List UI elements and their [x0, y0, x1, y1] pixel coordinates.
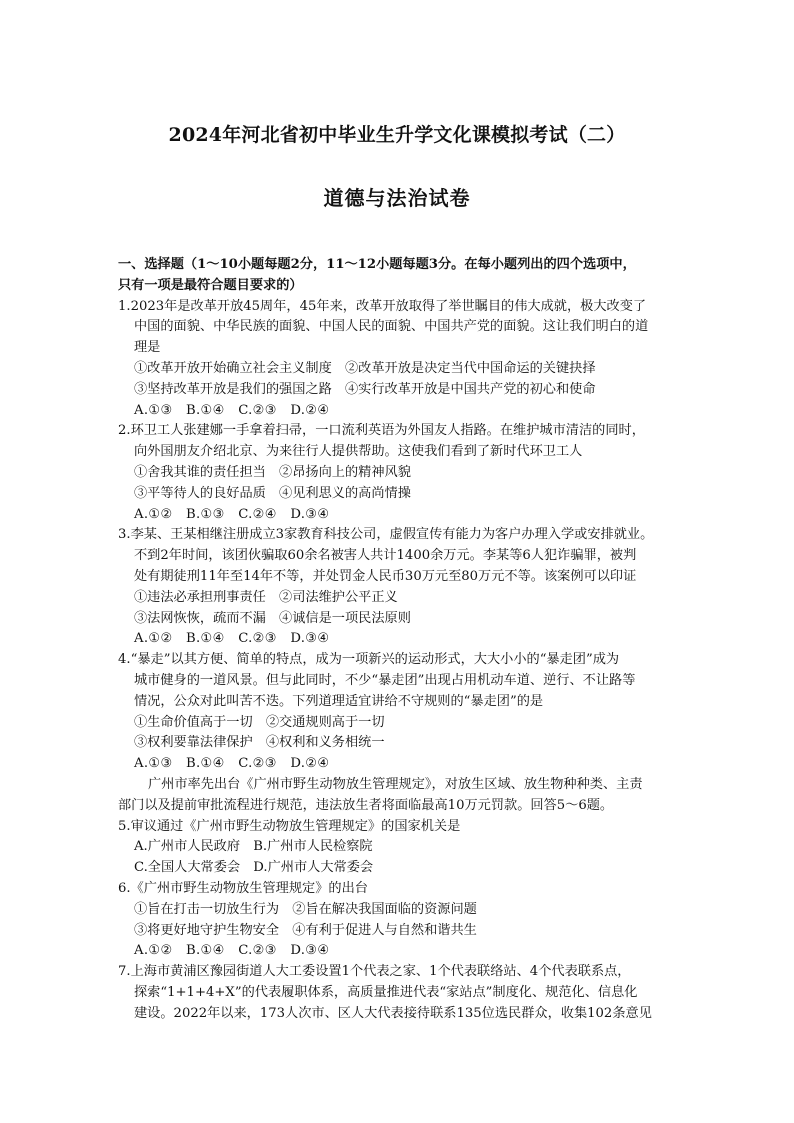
question-7-stem-cont: 探索“1+1+4+X”的代表履职体系，高质量推进代表“家站点”制度化、规范化、信息化: [134, 984, 638, 1000]
question-5-stem: 5.审议通过《广州市野生动物放生管理规定》的国家机关是: [118, 818, 461, 834]
question-1-options: ③坚持改革开放是我们的强国之路 ④实行改革开放是中国共产党的初心和使命: [134, 381, 596, 397]
question-2-choices: A.①② B.①③ C.②④ D.③④: [134, 506, 330, 522]
question-2-options: ①舍我其谁的责任担当 ②昂扬向上的精神风貌: [134, 464, 411, 480]
question-6-choices: A.①② B.①④ C.②③ D.③④: [134, 943, 330, 959]
exam-title: 2024年河北省初中毕业生升学文化课模拟考试（二）: [168, 124, 626, 146]
question-4-choices: A.①③ B.①④ C.②③ D.②④: [134, 756, 330, 772]
question-3-options: ①违法必承担刑事责任 ②司法维护公平正义: [134, 589, 398, 605]
question-6-options: ①旨在打击一切放生行为 ②旨在解决我国面临的资源问题: [134, 901, 477, 917]
section-heading-cont: 只有一项是最符合题目要求的）: [118, 277, 303, 293]
question-7-stem: 7.上海市黄浦区豫园街道人大工委设置1个代表之家、1个代表联络站、4个代表联系点，: [118, 964, 631, 980]
question-1-stem: 1.2023年是改革开放45周年，45年来，改革开放取得了举世瞩目的伟大成就，极大改变了: [118, 298, 647, 314]
question-1-stem-cont: 理是: [134, 340, 161, 356]
question-3-options: ③法网恢恢，疏而不漏 ④诚信是一项民法原则: [134, 610, 411, 626]
question-5-choices: A.广州市人民政府 B.广州市人民检察院: [134, 839, 373, 855]
question-6-options: ③将更好地守护生物安全 ④有利于促进人与自然和谐共生: [134, 922, 477, 938]
question-7-stem-cont: 建设。2022年以来，173人次市、区人大代表接待联系135位选民群众，收集102条意见: [134, 1005, 652, 1021]
question-2-stem-cont: 向外国朋友介绍北京、为来往行人提供帮助。这使我们看到了新时代环卫工人: [134, 444, 583, 460]
question-4-stem-cont: 城市健身的一道风景。但与此同时，不少“暴走团”出现占用机动车道、逆行、不让路等: [134, 672, 636, 688]
question-1-stem-cont: 中国的面貌、中华民族的面貌、中国人民的面貌、中国共产党的面貌。这让我们明白的道: [134, 319, 649, 335]
exam-subtitle: 道德与法治试卷: [323, 186, 471, 210]
question-4-stem-cont: 情况，公众对此叫苦不迭。下列道理适宜讲给不守规则的“暴走团”的是: [134, 693, 544, 709]
question-1-choices: A.①③ B.①④ C.②③ D.②④: [134, 402, 330, 418]
question-2-options: ③平等待人的良好品质 ④见利思义的高尚情操: [134, 485, 411, 501]
question-3-stem: 3.李某、王某相继注册成立3家教育科技公司，虚假宣传有能力为客户办理入学或安排就业。: [118, 527, 654, 543]
section-heading: 一、选择题（1～10小题每题2分，11～12小题每题3分。在每小题列出的四个选项中，: [118, 257, 636, 272]
question-2-stem: 2.环卫工人张建娜一手拿着扫帚，一口流利英语为外国友人指路。在维护城市清洁的同时，: [118, 423, 645, 439]
exam-body: [118, 255, 688, 1024]
question-3-stem-cont: 处有期徒刑11年至14年不等，并处罚金人民币30万元至80万元不等。该案例可以印证: [134, 568, 637, 584]
question-1-options: ①改革开放开始确立社会主义制度 ②改革开放是决定当代中国命运的关键抉择: [134, 360, 596, 376]
question-3-stem-cont: 不到2年时间，该团伙骗取60余名被害人共计1400余万元。李某等6人犯诈骗罪，被判: [134, 548, 637, 564]
material-paragraph-cont: 部门以及提前审批流程进行规范，违法放生者将面临最高10万元罚款。回答5～6题。: [118, 797, 614, 813]
question-6-stem: 6.《广州市野生动物放生管理规定》的出台: [118, 880, 368, 896]
question-5-choices: C.全国人大常委会 D.广州市人大常委会: [134, 860, 374, 876]
material-paragraph: 广州市率先出台《广州市野生动物放生管理规定》，对放生区域、放生物种种类、主责: [148, 776, 643, 792]
question-4-options: ③权利要靠法律保护 ④权利和义务相统一: [134, 735, 385, 751]
question-4-options: ①生命价值高于一切 ②交通规则高于一切: [134, 714, 385, 730]
question-3-choices: A.①② B.①④ C.②③ D.③④: [134, 631, 330, 647]
question-4-stem: 4.“暴走”以其方便、简单的特点，成为一项新兴的运动形式，大大小小的“暴走团”成为: [118, 652, 620, 668]
